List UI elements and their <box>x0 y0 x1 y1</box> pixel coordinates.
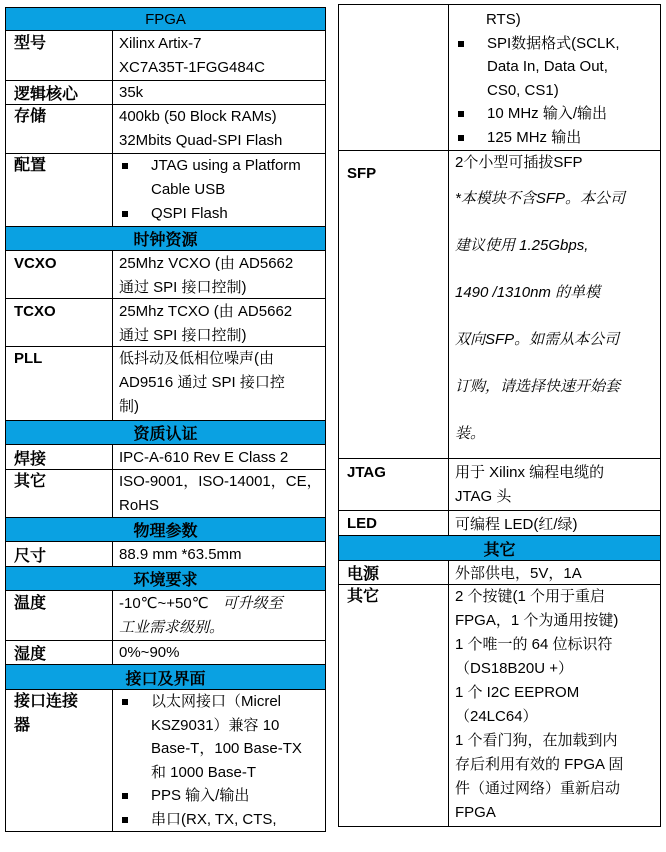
row-value-cell <box>449 151 660 458</box>
row-value-cell <box>113 591 325 640</box>
row-other-certification <box>6 469 325 517</box>
row-label-cell <box>339 585 449 826</box>
jtag-label: JTAG <box>347 464 386 481</box>
bullet-line: QSPI Flash <box>151 205 228 222</box>
square-bullet-icon <box>458 135 464 141</box>
bullet-line: 10 MHz 输入/输出 <box>487 105 608 122</box>
square-bullet-icon <box>122 817 128 823</box>
value-line: ISO-9001，ISO-14001，CE， <box>119 473 322 490</box>
row-sfp <box>339 150 660 458</box>
bullet-item <box>119 154 325 202</box>
sfp-note-line: 1490 /1310nm 的单模 <box>455 284 601 301</box>
row-label-cell <box>6 445 113 469</box>
section-header-text: 环境要求 <box>133 572 198 589</box>
size-label: 尺寸 <box>14 547 47 565</box>
value-line: 存后利用有效的 FPGA 固 <box>455 756 624 773</box>
bullet-line: Data In, Data Out, <box>487 58 608 75</box>
bullet-line: 125 MHz 输出 <box>487 128 582 146</box>
value-line: 1 个 I2C EEPROM <box>455 684 580 701</box>
row-value-cell <box>113 251 325 298</box>
value-line: RoHS <box>119 497 160 514</box>
value-line: 88.9 mm *63.5mm <box>119 545 242 563</box>
row-label-cell <box>6 470 113 517</box>
row-value-cell <box>113 81 325 104</box>
sfp-note-line: 建议使用 1.25Gbps, <box>455 237 589 254</box>
bullet-item <box>455 126 660 150</box>
led-label: LED <box>347 514 377 532</box>
right-spec-table <box>338 4 661 827</box>
row-storage <box>6 104 325 153</box>
model-label: 型号 <box>14 35 47 52</box>
row-label-cell <box>6 251 113 298</box>
value-line: 通过 SPI 接口控制) <box>119 327 247 344</box>
row-label-cell <box>339 511 449 535</box>
value-line: FPGA，1 个为通用按键) <box>455 612 619 629</box>
row-value-cell <box>449 511 660 535</box>
sfp-label: SFP <box>347 165 377 182</box>
sfp-note-line: *本模块不含SFP。本公司 <box>455 190 626 207</box>
row-label-cell <box>339 151 449 458</box>
value-line: 通过 SPI 接口控制) <box>119 279 247 296</box>
value-line: 0%~90% <box>119 644 180 661</box>
storage-label: 存储 <box>14 108 47 125</box>
connectors-label: 接口连接 <box>14 693 79 710</box>
value-line: 1 个唯一的 64 位标识符 <box>455 636 613 653</box>
section-header-text: 资质认证 <box>133 426 198 443</box>
value-line: 件（通过网络）重新启动 <box>455 780 621 797</box>
row-value-cell <box>113 105 325 153</box>
row-connectors <box>6 689 325 831</box>
square-bullet-icon <box>122 211 128 217</box>
other-cert-label: 其它 <box>14 473 47 490</box>
bullet-item <box>119 808 325 832</box>
row-label-cell <box>6 154 113 226</box>
value-line: 外部供电，5V，1A <box>455 565 582 582</box>
fpga-section-header <box>6 8 325 30</box>
bullet-item <box>119 690 325 784</box>
connectors-label: 器 <box>14 716 31 734</box>
sfp-note-line: 装。 <box>455 425 486 442</box>
bullet-line: Cable USB <box>151 181 226 198</box>
bullet-line: 以太网接口（Micrel <box>151 693 281 710</box>
row-label-cell <box>6 690 113 831</box>
certification-section-header <box>6 420 325 444</box>
row-label-cell <box>6 105 113 153</box>
bullet-line: RTS) <box>486 11 521 28</box>
other-section-header <box>339 535 660 560</box>
row-value-cell <box>449 585 660 826</box>
row-configuration <box>6 153 325 226</box>
row-value-cell <box>113 31 325 80</box>
value-line: 可编程 LED(红/绿) <box>455 515 578 533</box>
row-label-cell <box>6 299 113 346</box>
bullet-line: Base-T，100 Base-TX <box>151 740 302 757</box>
bullet-line: JTAG using a Platform <box>151 157 301 174</box>
row-label-cell <box>339 459 449 510</box>
section-header-text: 其它 <box>483 541 516 559</box>
temperature-note: 可升级至 <box>222 595 283 612</box>
row-humidity <box>6 640 325 664</box>
row-label-cell <box>339 561 449 584</box>
row-value-cell <box>113 641 325 664</box>
value-line: 32Mbits Quad-SPI Flash <box>119 132 283 149</box>
row-connectors-continued <box>339 5 660 150</box>
row-size <box>6 541 325 566</box>
pll-label: PLL <box>14 350 43 367</box>
row-label-cell <box>6 542 113 566</box>
value-line: 用于 Xilinx 编程电缆的 <box>455 464 605 481</box>
row-value-cell <box>449 5 660 150</box>
bullet-item <box>455 102 660 126</box>
row-label-cell <box>6 641 113 664</box>
square-bullet-icon <box>458 41 464 47</box>
value-line: 35k <box>119 84 144 101</box>
row-label-cell <box>6 347 113 420</box>
value-line: （24LC64） <box>455 708 538 725</box>
interface-section-header <box>6 664 325 689</box>
configuration-label: 配置 <box>14 157 47 174</box>
sfp-note-line: 订购，请选择快速开始套 <box>455 378 621 395</box>
value-line: 25Mhz VCXO (由 AD5662 <box>119 255 294 272</box>
row-model <box>6 30 325 80</box>
physical-section-header <box>6 517 325 541</box>
row-label-cell <box>339 5 449 150</box>
section-header-text: 时钟资源 <box>133 232 198 249</box>
value-line: Xilinx Artix-7 <box>119 35 202 52</box>
temperature-label: 温度 <box>14 595 47 612</box>
value-line: JTAG 头 <box>455 488 512 505</box>
section-header-text: 接口及界面 <box>125 670 206 688</box>
value-line: XC7A35T-1FGG484C <box>119 59 265 76</box>
value-line: AD9516 通过 SPI 接口控 <box>119 374 285 391</box>
bullet-item <box>119 784 325 808</box>
row-value-cell <box>113 445 325 469</box>
sfp-note-line: 双向SFP。如需从本公司 <box>455 331 620 348</box>
temperature-range: -10℃~+50℃ <box>119 595 209 612</box>
row-value-cell <box>449 561 660 584</box>
row-led <box>339 510 660 535</box>
value-line <box>119 592 325 616</box>
bullet-line: KSZ9031）兼容 10 <box>151 716 280 734</box>
square-bullet-icon <box>122 163 128 169</box>
row-logic-core <box>6 80 325 104</box>
square-bullet-icon <box>122 793 128 799</box>
vcxo-label: VCXO <box>14 255 57 272</box>
value-line: 1 个看门狗，在加载到内 <box>455 732 618 749</box>
bullet-item <box>455 32 660 103</box>
bullet-line: 和 1000 Base-T <box>151 763 257 781</box>
bullet-line: PPS 输入/输出 <box>151 787 250 804</box>
row-soldering <box>6 444 325 469</box>
value-line: 25Mhz TCXO (由 AD5662 <box>119 303 293 320</box>
row-value-cell <box>449 459 660 510</box>
row-other <box>339 584 660 826</box>
soldering-label: 焊接 <box>14 450 47 468</box>
other-label: 其它 <box>347 588 380 605</box>
power-label: 电源 <box>347 566 380 583</box>
bullet-line: CS0, CS1) <box>487 81 559 99</box>
value-line: FPGA <box>455 804 496 821</box>
environment-section-header <box>6 566 325 590</box>
section-header-text: FPGA <box>145 10 186 28</box>
bullet-item <box>119 202 325 226</box>
row-jtag <box>339 458 660 510</box>
value-line: 2个小型可插拔SFP <box>455 154 583 171</box>
bullet-line: 串口(RX, TX, CTS, <box>151 810 277 828</box>
humidity-label: 湿度 <box>14 646 47 663</box>
logic-core-label: 逻辑核心 <box>14 86 79 103</box>
value-line: IPC-A-610 Rev E Class 2 <box>119 448 289 466</box>
value-line: 低抖动及低相位噪声(由 <box>119 350 274 367</box>
value-line: 2 个按键(1 个用于重启 <box>455 588 606 605</box>
square-bullet-icon <box>122 699 128 705</box>
value-line: 400kb (50 Block RAMs) <box>119 108 277 125</box>
row-label-cell <box>6 31 113 80</box>
row-value-cell <box>113 347 325 420</box>
row-label-cell <box>6 591 113 640</box>
section-header-text: 物理参数 <box>133 523 198 540</box>
tcxo-label: TCXO <box>14 303 56 320</box>
row-value-cell <box>113 470 325 517</box>
row-value-cell <box>113 154 325 226</box>
left-spec-table <box>5 7 326 832</box>
row-vcxo <box>6 250 325 298</box>
row-tcxo <box>6 298 325 346</box>
value-line: 制) <box>119 398 139 415</box>
row-pll <box>6 346 325 420</box>
row-value-cell <box>113 690 325 831</box>
row-power <box>339 560 660 584</box>
value-line: （DS18B20U +） <box>455 660 573 677</box>
square-bullet-icon <box>458 111 464 117</box>
row-value-cell <box>113 542 325 566</box>
clock-section-header <box>6 226 325 250</box>
temperature-note: 工业需求级别。 <box>119 619 225 636</box>
bullet-line: SPI数据格式(SCLK, <box>487 34 620 52</box>
row-value-cell <box>113 299 325 346</box>
row-temperature <box>6 590 325 640</box>
row-label-cell <box>6 81 113 104</box>
